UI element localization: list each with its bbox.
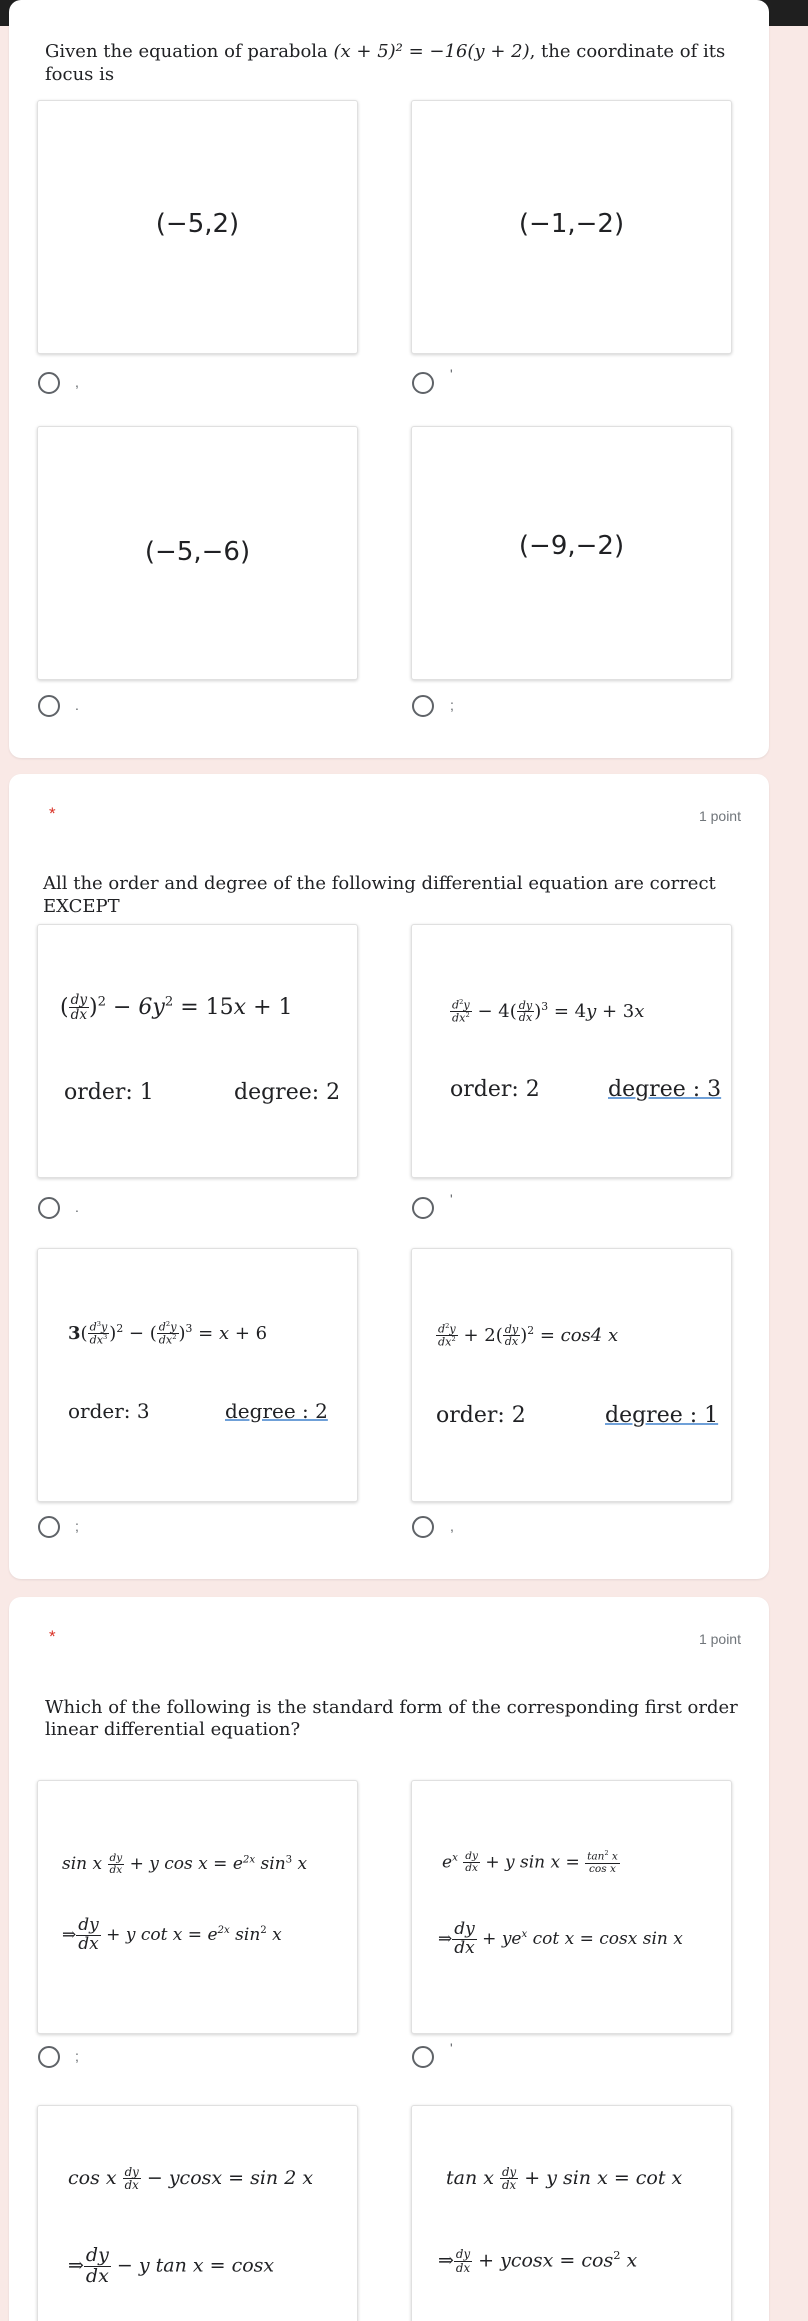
option-image-3d: [411, 2105, 732, 2321]
equation-2c: 3( $\frac{d^3y}{dx^3}$ )$^2$ − ( $\frac{d^2y}{dx^2}$ )$^3$ = x + 6: [68, 1320, 268, 1348]
radio-2c[interactable]: [38, 1516, 60, 1538]
radio-2d-punct: ,: [450, 1518, 454, 1534]
radio-2d[interactable]: [412, 1516, 434, 1538]
degree-label-2d: degree : 1: [605, 1403, 719, 1428]
equation-3a-line1: sin x $\frac{dy}{dx}$ + y $\cos x = e^{2x}$ $\sin^3 x$: [62, 1852, 308, 1877]
radio-3b-punct: ': [450, 2040, 453, 2056]
equation-3a-line2: ⇒ $\frac{dy}{dx}$ + y $\cot x = e^{2x}$ $\sin^2 x$: [62, 1915, 282, 1954]
option-image-3a: [37, 1780, 358, 2034]
question-3-text: Which of the following is the standard form of the corresponding first order linear differential equation?: [45, 1697, 738, 1740]
option-1d-text: (−9,−2): [518, 531, 625, 561]
degree-label-2a: degree: 2: [234, 1080, 341, 1105]
radio-2c-punct: ;: [75, 1518, 79, 1534]
order-label-2c: order: 3: [68, 1399, 150, 1423]
option-1a-text: (−5,2): [155, 209, 240, 239]
radio-1d-label: ;: [450, 697, 454, 713]
radio-2b[interactable]: [412, 1197, 434, 1219]
radio-1c-label: .: [75, 697, 79, 713]
option-image-2b: [411, 924, 732, 1178]
question-card-3: [9, 1597, 769, 2321]
radio-2b-punct: ': [450, 1191, 453, 1207]
equation-2b: $\frac{d^2y}{dx^2}$ − 4( $\frac{dy}{dx}$ )$^3$ = 4y + 3x: [452, 998, 645, 1026]
question-1-equation: (x + 5)² = −16(y + 2): [333, 41, 530, 62]
radio-1c[interactable]: [38, 695, 60, 717]
question-card-1: [9, 0, 769, 758]
question-1-text: [45, 40, 745, 86]
question-1-prefix: Given the equation of parabola: [45, 41, 334, 62]
option-image-2c: [37, 1248, 358, 1502]
radio-1a[interactable]: [38, 372, 60, 394]
degree-label-2c: degree : 2: [225, 1399, 328, 1423]
radio-3b[interactable]: [412, 2046, 434, 2068]
option-image-3c: [37, 2105, 358, 2321]
option-image-2d: [411, 1248, 732, 1502]
radio-1a-label: ,: [75, 374, 79, 390]
option-image-2a: [37, 924, 358, 1178]
required-asterisk-3: *: [49, 1627, 56, 1646]
order-label-2b: order: 2: [450, 1077, 540, 1102]
question-1-suffix: , the coordinate of its focus is: [45, 41, 726, 85]
equation-3c-line2: ⇒ $\frac{dy}{dx}$ − y tan x = cosx: [68, 2244, 275, 2287]
points-label-2: 1 point: [698, 808, 741, 824]
radio-2a[interactable]: [38, 1197, 60, 1219]
radio-3a-punct: ;: [75, 2048, 79, 2064]
equation-3c-line1: cos x $\frac{dy}{dx}$ − ycosx = sin 2 x: [68, 2165, 314, 2193]
order-label-2a: order: 1: [64, 1080, 154, 1105]
points-label-3: 1 point: [698, 1631, 741, 1647]
equation-3b-line2: ⇒ $\frac{dy}{dx}$ + $ye^x$ cot x = cosx sin x: [438, 1919, 683, 1958]
option-image-1d: [411, 426, 732, 680]
option-1c-text: (−5,−6): [144, 537, 251, 567]
radio-1b-label: ': [450, 366, 453, 382]
question-card-2: [9, 774, 769, 1579]
radio-1b[interactable]: [412, 372, 434, 394]
radio-3a[interactable]: [38, 2046, 60, 2068]
degree-label-2b: degree : 3: [608, 1077, 722, 1102]
equation-3b-line1: $e^x$ $\frac{dy}{dx}$ + y sin x = $\frac{\tan^2 x}{\text{cos x}}$: [442, 1850, 618, 1875]
option-image-3b: [411, 1780, 732, 2034]
radio-1d[interactable]: [412, 695, 434, 717]
radio-2a-punct: .: [75, 1199, 79, 1215]
equation-2a: ( $\frac{dy}{dx}$ )$^2 - 6y^2 = 15x + 1$: [60, 992, 293, 1024]
option-1b-text: (−1,−2): [518, 209, 625, 239]
required-asterisk-2: *: [49, 804, 56, 823]
equation-3d-line2: ⇒ $\frac{dy}{dx}$ + $ycosx = \cos^2 x$: [438, 2247, 638, 2275]
option-image-1a: [37, 100, 358, 354]
order-label-2d: order: 2: [436, 1403, 526, 1428]
equation-3d-line1: tan x $\frac{dy}{dx}$ + y sin x = cot x: [446, 2165, 683, 2193]
question-2-text: All the order and degree of the following differential equation are correct EXCEPT: [43, 873, 716, 917]
equation-2d: $\frac{d^2y}{dx^2}$ + 2( $\frac{dy}{dx}$ )$^2$ = cos4 x: [438, 1322, 619, 1350]
option-image-1b: [411, 100, 732, 354]
option-image-1c: [37, 426, 358, 680]
